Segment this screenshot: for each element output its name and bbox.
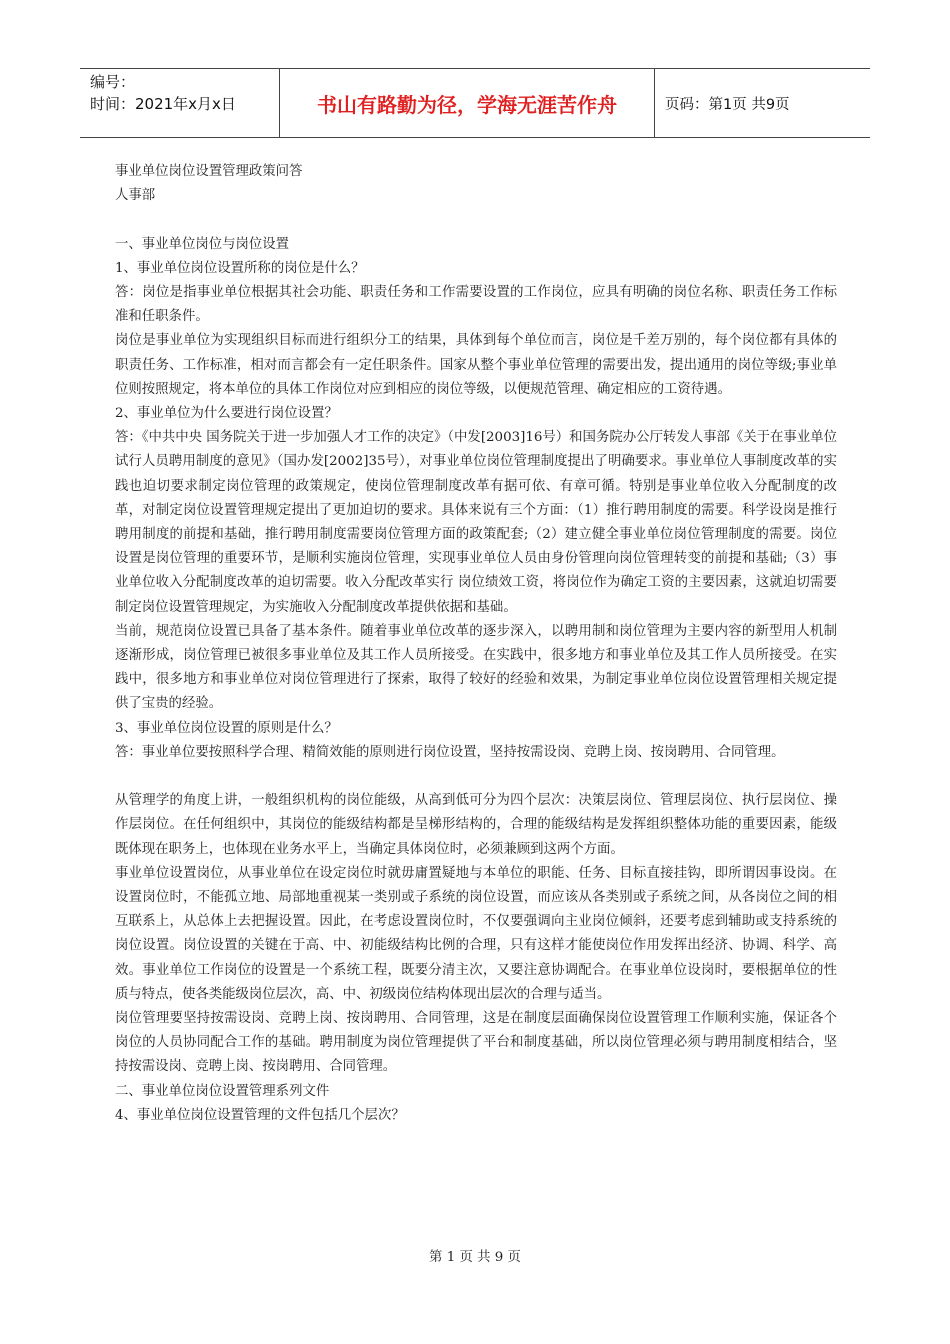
document-header bbox=[80, 68, 870, 138]
page-info: 页码：第1页 共9页 bbox=[665, 96, 790, 113]
paragraph: 当前，规范岗位设置已具备了基本条件。随着事业单位改革的逐步深入，以聘用制和岗位管理为主要内容的新型用人机制逐渐形成，岗位管理已被很多事业单位及其工作人员所接受。在实践中，很多地方和事业单位及其工作人员所接受。在实践中，很多地方和事业单位对岗位管理进行了探索，取得了较好的经验和效果，为制定事业单位岗位设置管理相关规定提供了宝贵的经验。 bbox=[115, 623, 837, 712]
paragraph bbox=[115, 208, 837, 232]
document-body bbox=[115, 160, 837, 1128]
paragraph: 答：事业单位要按照科学合理、精简效能的原则进行岗位设置，坚持按需设岗、竞聘上岗、按岗聘用、合同管理。 bbox=[115, 744, 785, 760]
date-label: 时间：2021年x月x日 bbox=[90, 95, 236, 113]
document-issuer: 人事部 bbox=[115, 188, 156, 204]
paragraph: 2、事业单位为什么要进行岗位设置？ bbox=[115, 406, 338, 422]
paragraph: 二、事业单位岗位设置管理系列文件 bbox=[115, 1083, 330, 1099]
paragraph bbox=[115, 765, 837, 789]
paragraph: 4、事业单位岗位设置管理的文件包括几个层次？ bbox=[115, 1107, 405, 1123]
page-footer: 第 1 页 共 9 页 bbox=[429, 1250, 521, 1265]
paragraph: 答：《中共中央 国务院关于进一步加强人才工作的决定》（中发[2003]16号）和国务院办公厅转发人事部《关于在事业单位试行人员聘用制度的意见》（国办发[2002]35号），对事业单位岗位管理制度提出了明确要求。事业单位人事制度改革的实践也迫切要求制定岗位管理的政策规定，使岗位管理制度改革有据可依、有章可循。特别是事业单位收入分配制度的改革，对制定岗位设置管理规定提出了更加迫切的要求。具体来说有三个方面：（1）推行聘用制度的需要。科学设岗是推行聘用制度的前提和基础，推行聘用制度需要岗位管理方面的政策配套;（2）建立健全事业单位岗位管理制度的需要。岗位设置是岗位管理的重要环节，是顺利实施岗位管理，实现事业单位人员由身份管理向岗位管理转变的前提和基础;（3）事业单位收入分配制度改革的迫切需要。收入分配改革实行 岗位绩效工资，将岗位作为确定工资的主要因素，这就迫切需要制定岗位设置管理规定，为实施收入分配制度改革提供依据和基础。 bbox=[115, 430, 837, 615]
paragraph: 岗位是事业单位为实现组织目标而进行组织分工的结果，具体到每个单位而言，岗位是千差万别的，每个岗位都有具体的职责任务、工作标准，相对而言都会有一定任职条件。国家从整个事业单位管理的需要出发，提出通用的岗位等级;事业单位则按照规定，将本单位的具体工作岗位对应到相应的岗位等级，以便规范管理、确定相应的工资待遇。 bbox=[115, 333, 837, 397]
paragraph: 3、事业单位岗位设置的原则是什么？ bbox=[115, 720, 338, 736]
paragraph-list bbox=[115, 208, 837, 1128]
paragraph: 事业单位设置岗位，从事业单位在设定岗位时就毋庸置疑地与本单位的职能、任务、目标直接挂钩，即所谓因事设岗。在设置岗位时，不能孤立地、局部地重视某一类别或子系统的岗位设置，而应该从各类别或子系统之间，从各岗位之间的相互联系上，从总体上去把握设置。因此，在考虑设置岗位时，不仅要强调向主业岗位倾斜，还要考虑到辅助或支持系统的岗位设置。岗位设置的关键在于高、中、初能级结构比例的合理，只有这样才能使岗位作用发挥出经济、协调、科学、高效。事业单位工作岗位的设置是一个系统工程，既要分清主次，又要注意协调配合。在事业单位设岗时，要根据单位的性质与特点，使各类能级岗位层次，高、中、初级岗位结构体现出层次的合理与适当。 bbox=[115, 865, 837, 1002]
paragraph: 岗位管理要坚持按需设岗、竞聘上岗、按岗聘用、合同管理，这是在制度层面确保岗位设置管理工作顺利实施，保证各个岗位的人员协同配合工作的基础。聘用制度为岗位管理提供了平台和制度基础，所以岗位管理必须与聘用制度相结合，坚持按需设岗、竞聘上岗、按岗聘用、合同管理。 bbox=[115, 1011, 837, 1075]
paragraph: 答：岗位是指事业单位根据其社会功能、职责任务和工作需要设置的工作岗位，应具有明确的岗位名称、职责任务工作标准和任职条件。 bbox=[115, 285, 837, 325]
paragraph: 一、事业单位岗位与岗位设置 bbox=[115, 236, 290, 252]
header-meta bbox=[80, 69, 280, 137]
document-title: 事业单位岗位设置管理政策问答 bbox=[115, 164, 303, 179]
paragraph: 从管理学的角度上讲，一般组织机构的岗位能级，从高到低可分为四个层次：决策层岗位、管理层岗位、执行层岗位、操作层岗位。在任何组织中，其岗位的能级结构都是呈梯形结构的，合理的能级结构是发挥组织整体功能的重要因素，能级既体现在职务上，也体现在业务水平上，当确定具体岗位时，必须兼顾到这两个方面。 bbox=[115, 793, 837, 857]
number-label: 编号： bbox=[90, 73, 136, 91]
paragraph: 1、事业单位岗位设置所称的岗位是什么？ bbox=[115, 260, 365, 276]
motto: 书山有路勤为径，学海无涯苦作舟 bbox=[280, 69, 655, 137]
